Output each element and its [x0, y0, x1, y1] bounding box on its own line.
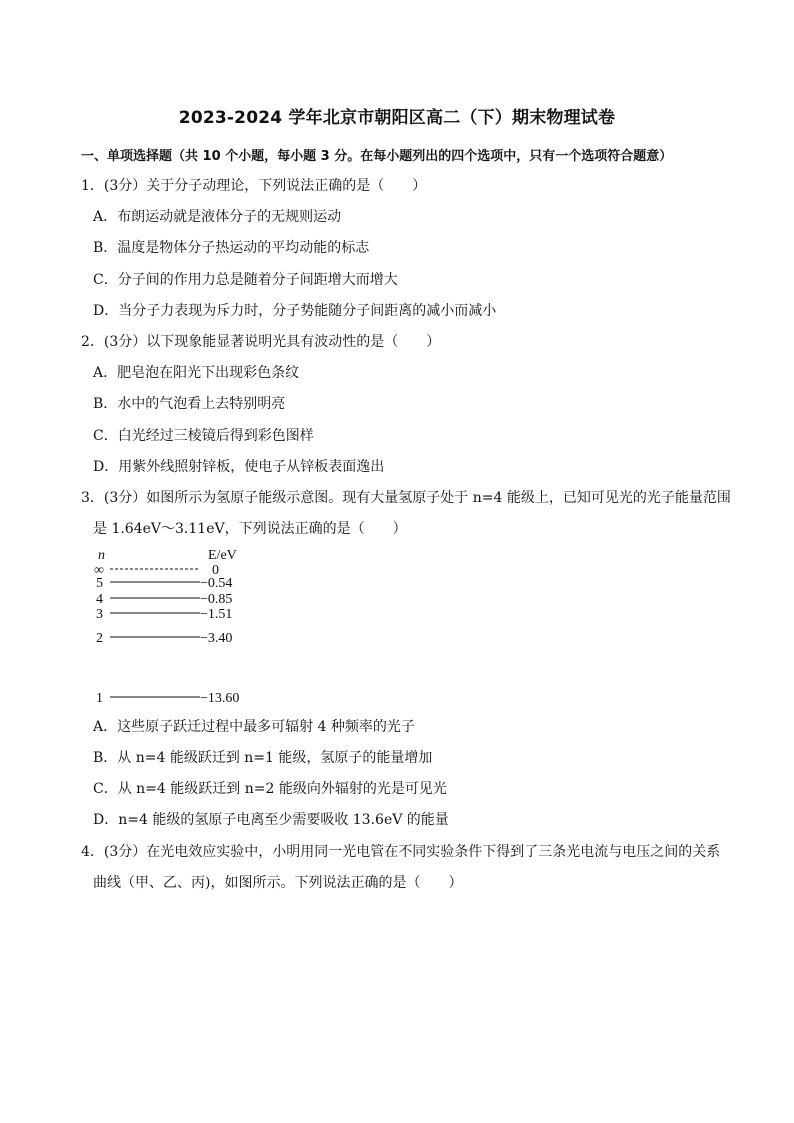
question-2-option-b: B．水中的气泡看上去特别明亮 [93, 396, 286, 412]
level-3-n: 3 [96, 607, 103, 622]
section-heading: 一、单项选择题（共 10 个小题，每小题 3 分。在每小题列出的四个选项中，只有一个选项符合题意） [81, 149, 673, 164]
question-1-option-b: B．温度是物体分子热运动的平均动能的标志 [93, 240, 370, 256]
question-3-option-c: C．从 n=4 能级跃迁到 n=2 能级向外辐射的光是可见光 [93, 781, 447, 797]
question-1-option-c: C．分子间的作用力总是随着分子间距增大而增大 [93, 272, 398, 288]
question-1-stem: 1．(3分）关于分子动理论，下列说法正确的是（ ） [81, 178, 427, 194]
level-4-n: 4 [96, 592, 103, 607]
question-1-option-a: A．布朗运动就是液体分子的无规则运动 [93, 209, 342, 225]
question-1-option-d: D．当分子力表现为斥力时，分子势能随分子间距离的减小而减小 [93, 303, 497, 319]
diagram-n-label: n [98, 548, 105, 563]
question-2-option-d: D．用紫外线照射锌板，使电子从锌板表面逸出 [93, 459, 385, 475]
level-5-n: 5 [96, 576, 103, 591]
diagram-energy-label: E/eV [208, 548, 237, 563]
level-2-n: 2 [96, 631, 103, 646]
question-4-stem-continued: 曲线（甲、乙、丙)，如图所示。下列说法正确的是（ ） [93, 875, 463, 891]
level-inf-n: ∞ [94, 563, 104, 578]
question-2-option-c: C．白光经过三棱镜后得到彩色图样 [93, 428, 314, 444]
question-2-option-a: A．肥皂泡在阳光下出现彩色条纹 [93, 365, 300, 381]
question-3-option-b: B．从 n=4 能级跃迁到 n=1 能级，氢原子的能量增加 [93, 750, 433, 766]
level-1-n: 1 [96, 691, 103, 706]
question-3-option-a: A．这些原子跃迁过程中最多可辐射 4 种频率的光子 [93, 719, 415, 735]
level-2-energy: −3.40 [200, 631, 233, 646]
question-3-option-d: D．n=4 能级的氢原子电离至少需要吸收 13.6eV 的能量 [93, 812, 449, 828]
level-inf-energy: 0 [212, 563, 219, 578]
question-2-stem: 2．(3分）以下现象能显著说明光具有波动性的是（ ） [81, 334, 441, 350]
level-3-energy: −1.51 [200, 607, 233, 622]
energy-level-diagram [94, 545, 254, 710]
question-3-stem-continued: 是 1.64eV～3.11eV，下列说法正确的是（ ） [93, 521, 407, 537]
page-title: 2023-2024 学年北京市朝阳区高二（下）期末物理试卷 [178, 108, 616, 128]
question-4-stem: 4．(3分）在光电效应实验中，小明用同一光电管在不同实验条件下得到了三条光电流与电压之间的关系 [81, 844, 721, 860]
level-5-energy: −0.54 [200, 576, 233, 591]
level-1-energy: −13.60 [200, 691, 240, 706]
level-4-energy: −0.85 [200, 592, 233, 607]
question-3-stem: 3．(3分）如图所示为氢原子能级示意图。现有大量氢原子处于 n=4 能级上，已知可见光的光子能量范围 [81, 490, 731, 506]
